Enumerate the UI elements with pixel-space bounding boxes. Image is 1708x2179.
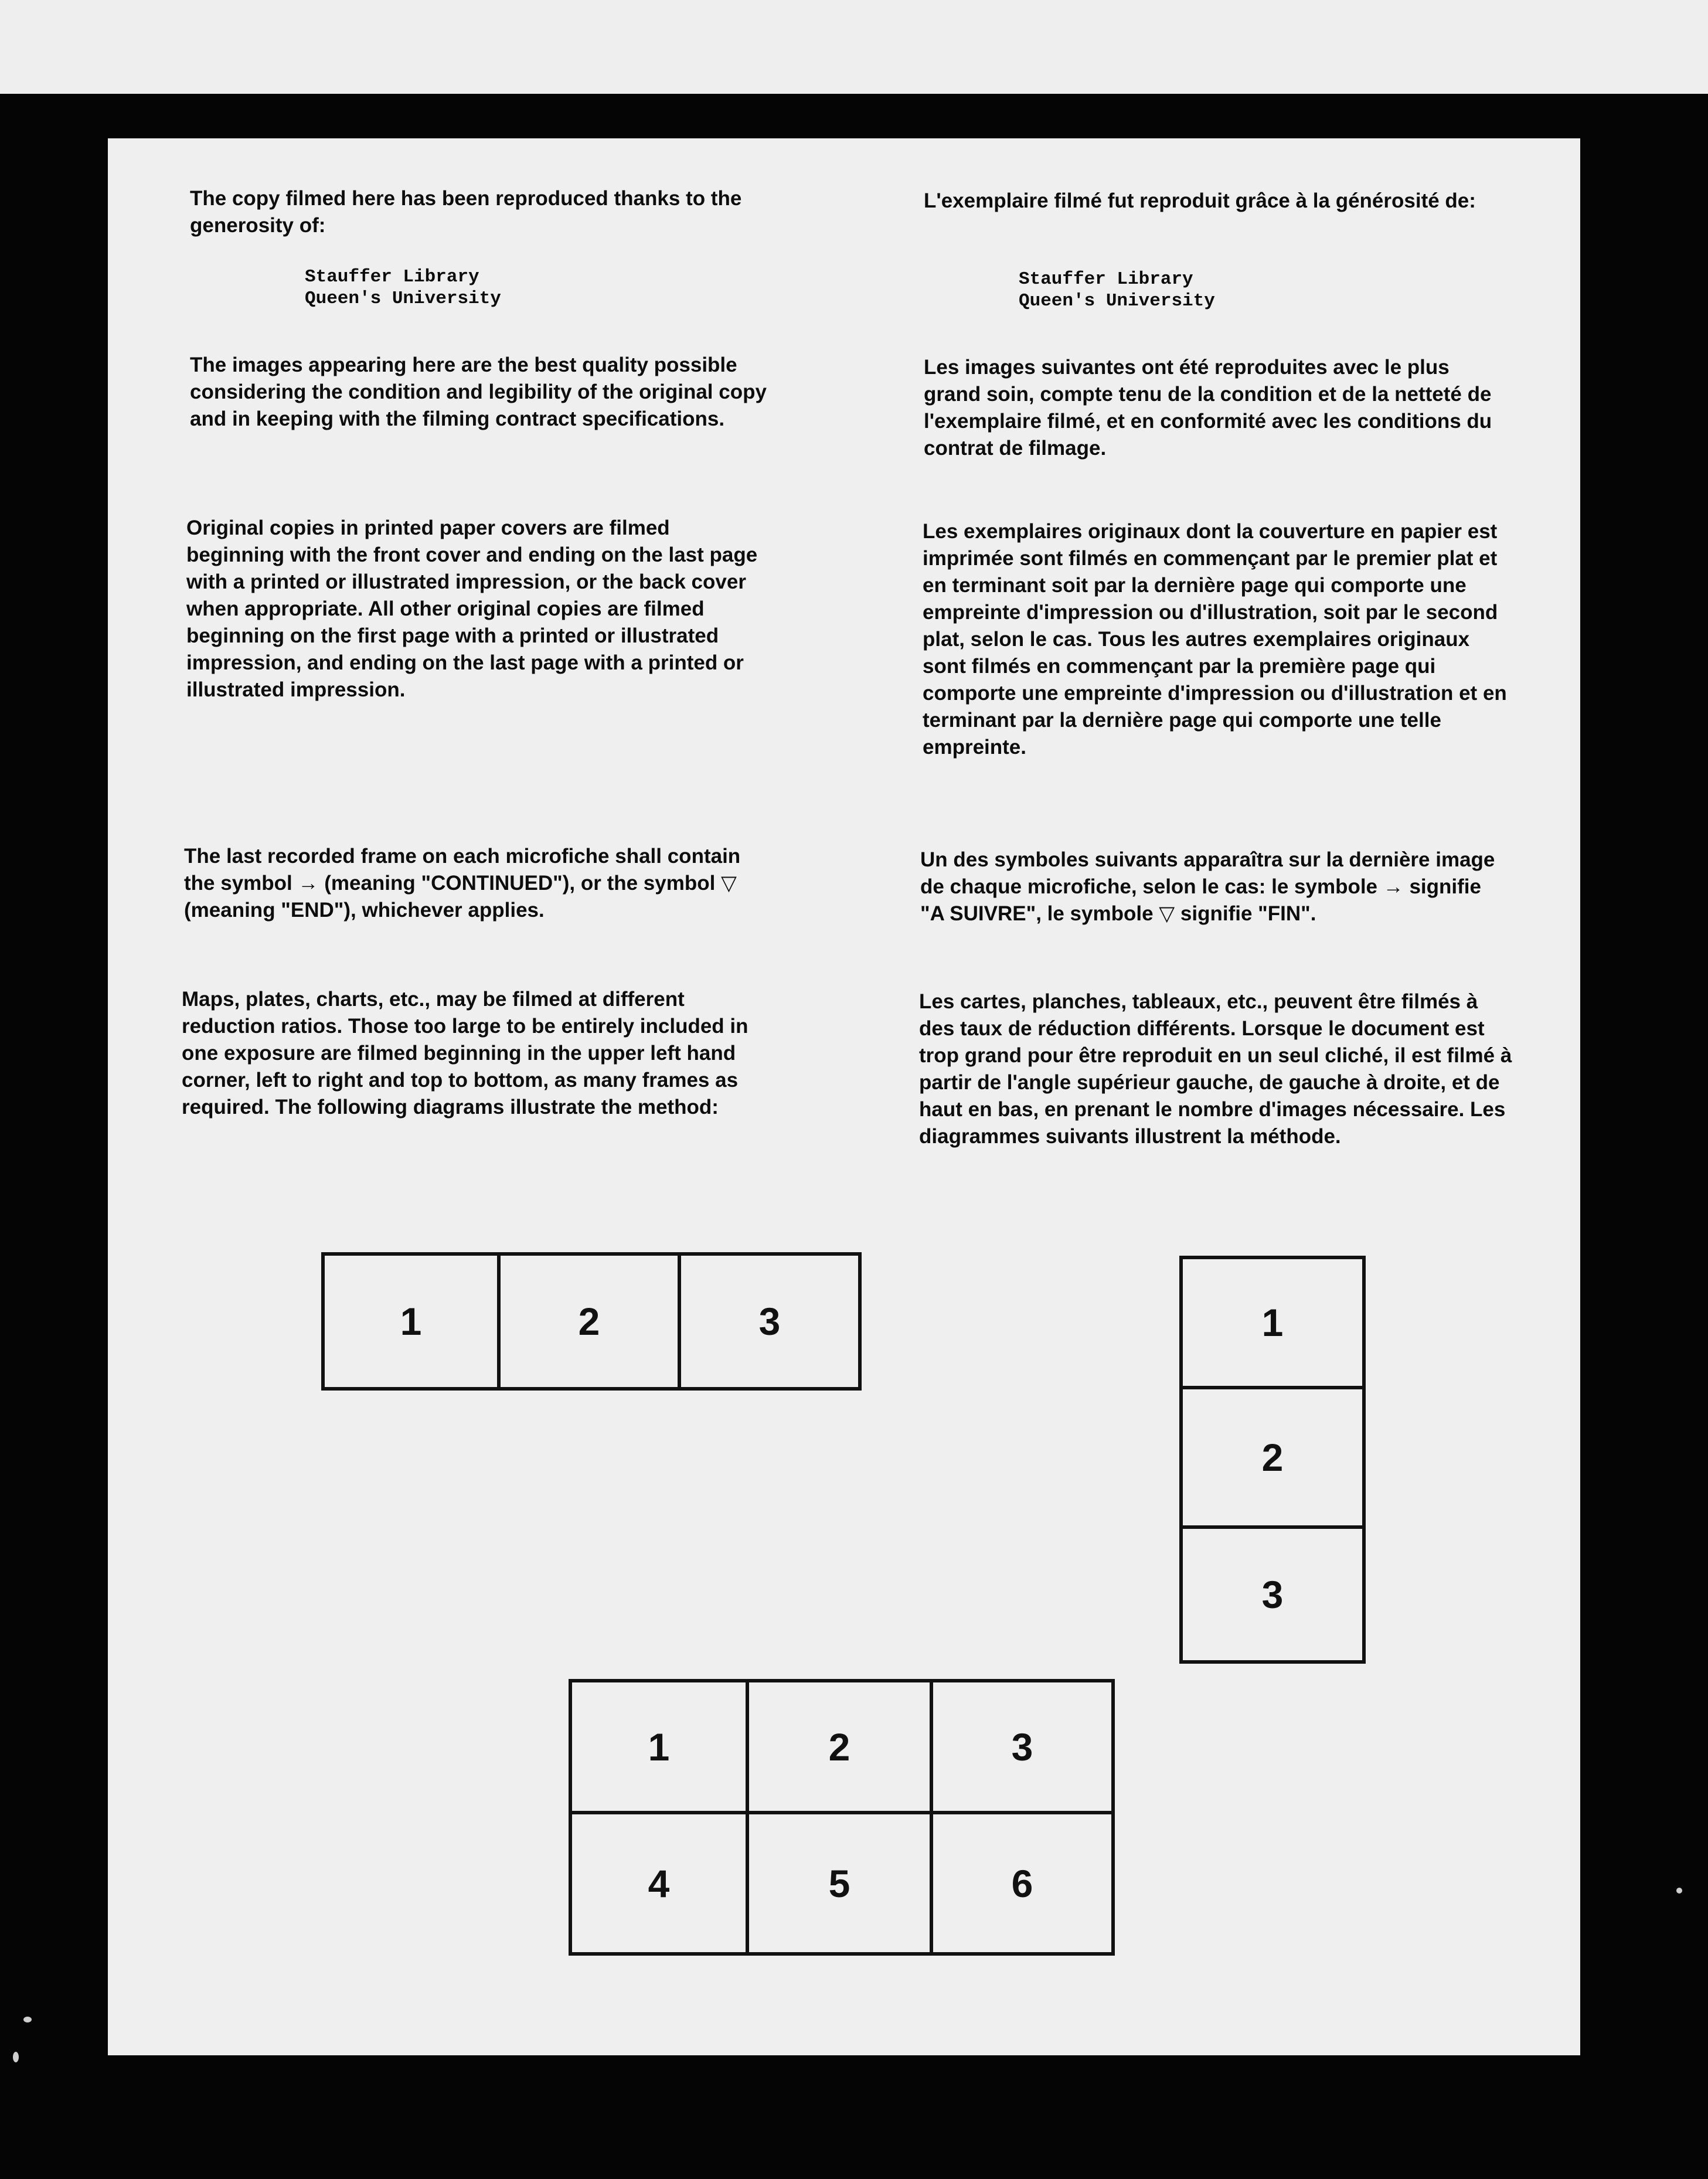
frame-cell: 2 <box>1183 1389 1362 1529</box>
french-symbol-block <box>920 847 1506 927</box>
frame-cell: 3 <box>933 1682 1111 1814</box>
film-speck <box>13 2052 19 2062</box>
english-library-institution: Queen's University <box>305 288 501 309</box>
frame-cell: 6 <box>1011 1861 1033 1905</box>
english-intro: The copy filmed here has been reproduced thanks to the generosity of: <box>190 187 742 237</box>
english-library-block <box>305 266 501 310</box>
english-maps-paragraph: Maps, plates, charts, etc., may be filmed at different reduction ratios. Those too large to be entirely included in one exposure are filmed beginning in the upper left hand corner, left to right and top to bottom, as many frames as required. The following diagrams illustrate the method: <box>182 988 748 1119</box>
english-library-name: Stauffer Library <box>305 267 479 287</box>
frame-cell: 1 <box>1183 1259 1362 1389</box>
english-originals-paragraph: Original copies in printed paper covers are filmed beginning with the front cover and ending on the last page with a printed or illustrated impression, or the back cover when appropriate. All other original copies are filmed beginning on the first page with a printed or illustrated impression, and ending on the last page with a printed or illustrated impression. <box>186 516 758 701</box>
english-symbol-paragraph: The last recorded frame on each microfiche shall contain the symbol → (meaning "CONTINUED"), or the symbol ▽ (meaning "END"), whichever applies. <box>184 845 741 922</box>
french-maps-block <box>919 988 1517 1150</box>
french-originals-paragraph: Les exemplaires originaux dont la couverture en papier est imprimée sont filmés en commençant par le premier plat et en terminant soit par la dernière page qui comporte une empreinte d'impression ou d'illustration, soit par le second plat, selon le cas. Tous les autres exemplaires originaux sont filmés en commençant par la première page qui comporte une empreinte d'impression ou d'illustration et en terminant par la dernière page qui comporte une telle empreinte. <box>923 520 1507 759</box>
french-originals-block <box>923 518 1518 761</box>
french-intro: L'exemplaire filmé fut reproduit grâce à la générosité de: <box>924 189 1476 212</box>
frame-cell: 5 <box>749 1814 933 1952</box>
english-column <box>190 185 776 239</box>
french-library-institution: Queen's University <box>1019 291 1215 311</box>
frame-cell: 3 <box>1261 1573 1284 1616</box>
diagram-vertical-frames <box>1179 1256 1366 1664</box>
english-quality-paragraph: The images appearing here are the best quality possible considering the condition and legibility of the original copy and in keeping with the filming contract specifications. <box>190 353 767 430</box>
frame-cell: 1 <box>572 1682 749 1814</box>
diagram-horizontal-frames <box>321 1252 862 1391</box>
frame-cell: 1 <box>325 1256 501 1387</box>
french-maps-paragraph: Les cartes, planches, tableaux, etc., peuvent être filmés à des taux de réduction différents. Lorsque le document est trop grand pour être reproduit en un seul cliché, il est filmé à partir de l'angle supérieur gauche, de gauche à droite, et de haut en bas, en prenant le nombre d'images nécessaire. Les diagrammes suivants illustrent la méthode. <box>919 990 1512 1148</box>
frame-cell: 4 <box>572 1814 749 1952</box>
french-symbol-paragraph: Un des symboles suivants apparaîtra sur la dernière image de chaque microfiche, selon le cas: le symbole → signifie "A SUIVRE", le symbole ▽ signifie "FIN". <box>920 848 1495 925</box>
french-library-block <box>1019 268 1215 312</box>
english-maps-block <box>182 986 774 1121</box>
english-originals-block <box>186 515 773 703</box>
diagram-grid-frames <box>569 1679 1115 1956</box>
film-speck <box>23 2017 32 2022</box>
frame-cell: 2 <box>501 1256 681 1387</box>
frame-cell: 3 <box>758 1300 781 1343</box>
english-symbol-block <box>184 843 770 924</box>
target-page <box>108 138 1580 2055</box>
english-quality-block <box>190 352 776 433</box>
french-quality-paragraph: Les images suivantes ont été reproduites avec le plus grand soin, compte tenu de la condition et de la netteté de l'exemplaire filmé, et en conformité avec les conditions du contrat de filmage. <box>924 356 1492 460</box>
film-speck <box>1676 1888 1682 1894</box>
frame-cell: 2 <box>749 1682 933 1814</box>
french-library-name: Stauffer Library <box>1019 269 1193 290</box>
french-intro-block <box>924 188 1510 215</box>
french-quality-block <box>924 354 1510 462</box>
